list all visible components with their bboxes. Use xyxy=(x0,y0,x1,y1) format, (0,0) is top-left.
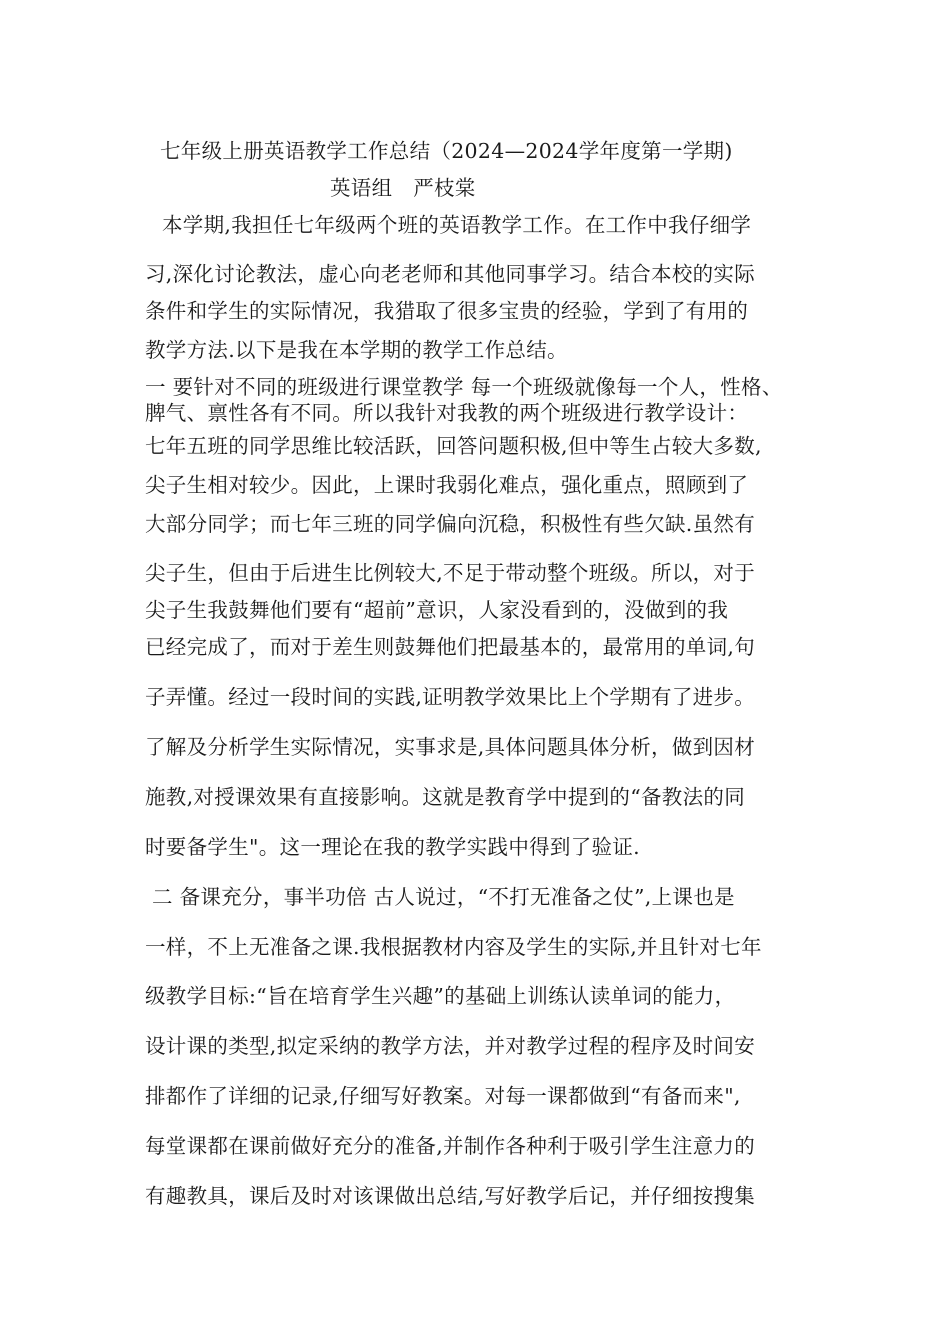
body-line: 尖子生相对较少。因此，上课时我弱化难点，强化重点，照顾到了 xyxy=(145,473,749,497)
body-line: 施教,对授课效果有直接影响。这就是教育学中提到的“备教法的同 xyxy=(145,785,745,809)
body-line: 了解及分析学生实际情况，实事求是,具体问题具体分析，做到因材 xyxy=(145,735,756,759)
document-title: 七年级上册英语教学工作总结（2024—2024学年度第一学期) xyxy=(160,139,733,163)
body-line: 已经完成了，而对于差生则鼓舞他们把最基本的，最常用的单词,句 xyxy=(145,635,756,659)
body-line: 排都作了详细的记录,仔细写好教案。对每一课都做到“有备而来", xyxy=(145,1084,741,1108)
body-line: 本学期,我担任七年级两个班的英语教学工作。在工作中我仔细学 xyxy=(162,213,752,237)
body-line: 级教学目标:“旨在培育学生兴趣”的基础上训练认读单词的能力， xyxy=(145,984,736,1008)
body-line: 大部分同学；而七年三班的同学偏向沉稳，积极性有些欠缺.虽然有 xyxy=(145,512,756,536)
body-line: 二 备课充分，事半功倍 古人说过，“不打无准备之仗”,上课也是 xyxy=(152,885,735,909)
body-line: 一 要针对不同的班级进行课堂教学 每一个班级就像每一个人，性格、 xyxy=(145,375,783,399)
body-line: 尖子生我鼓舞他们要有“超前”意识，人家没看到的，没做到的我 xyxy=(145,598,729,622)
body-line: 每堂课都在课前做好充分的准备,并制作各种利于吸引学生注意力的 xyxy=(145,1134,756,1158)
body-line: 尖子生，但由于后进生比例较大,不足于带动整个班级。所以，对于 xyxy=(145,561,756,585)
body-line: 设计课的类型,拟定采纳的教学方法，并对教学过程的程序及时间安 xyxy=(145,1034,756,1058)
body-line: 习,深化讨论教法，虚心向老老师和其他同事学习。结合本校的实际 xyxy=(145,262,756,286)
body-line: 一样，不上无准备之课.我根据教材内容及学生的实际,并且针对七年 xyxy=(145,935,762,959)
body-line: 时要备学生"。这一理论在我的教学实践中得到了验证. xyxy=(145,835,640,859)
document-author: 英语组 严枝棠 xyxy=(330,176,476,200)
body-line: 条件和学生的实际情况，我猎取了很多宝贵的经验，学到了有用的 xyxy=(145,299,749,323)
body-line: 教学方法.以下是我在本学期的教学工作总结。 xyxy=(145,338,568,362)
body-line: 七年五班的同学思维比较活跃，回答问题积极,但中等生占较大多数, xyxy=(145,434,762,458)
body-line: 有趣教具，课后及时对该课做出总结,写好教学后记，并仔细按搜集 xyxy=(145,1184,756,1208)
body-line: 脾气、禀性各有不同。所以我针对我教的两个班级进行教学设计： xyxy=(145,401,749,425)
body-line: 子弄懂。经过一段时间的实践,证明教学效果比上个学期有了进步。 xyxy=(145,685,756,709)
